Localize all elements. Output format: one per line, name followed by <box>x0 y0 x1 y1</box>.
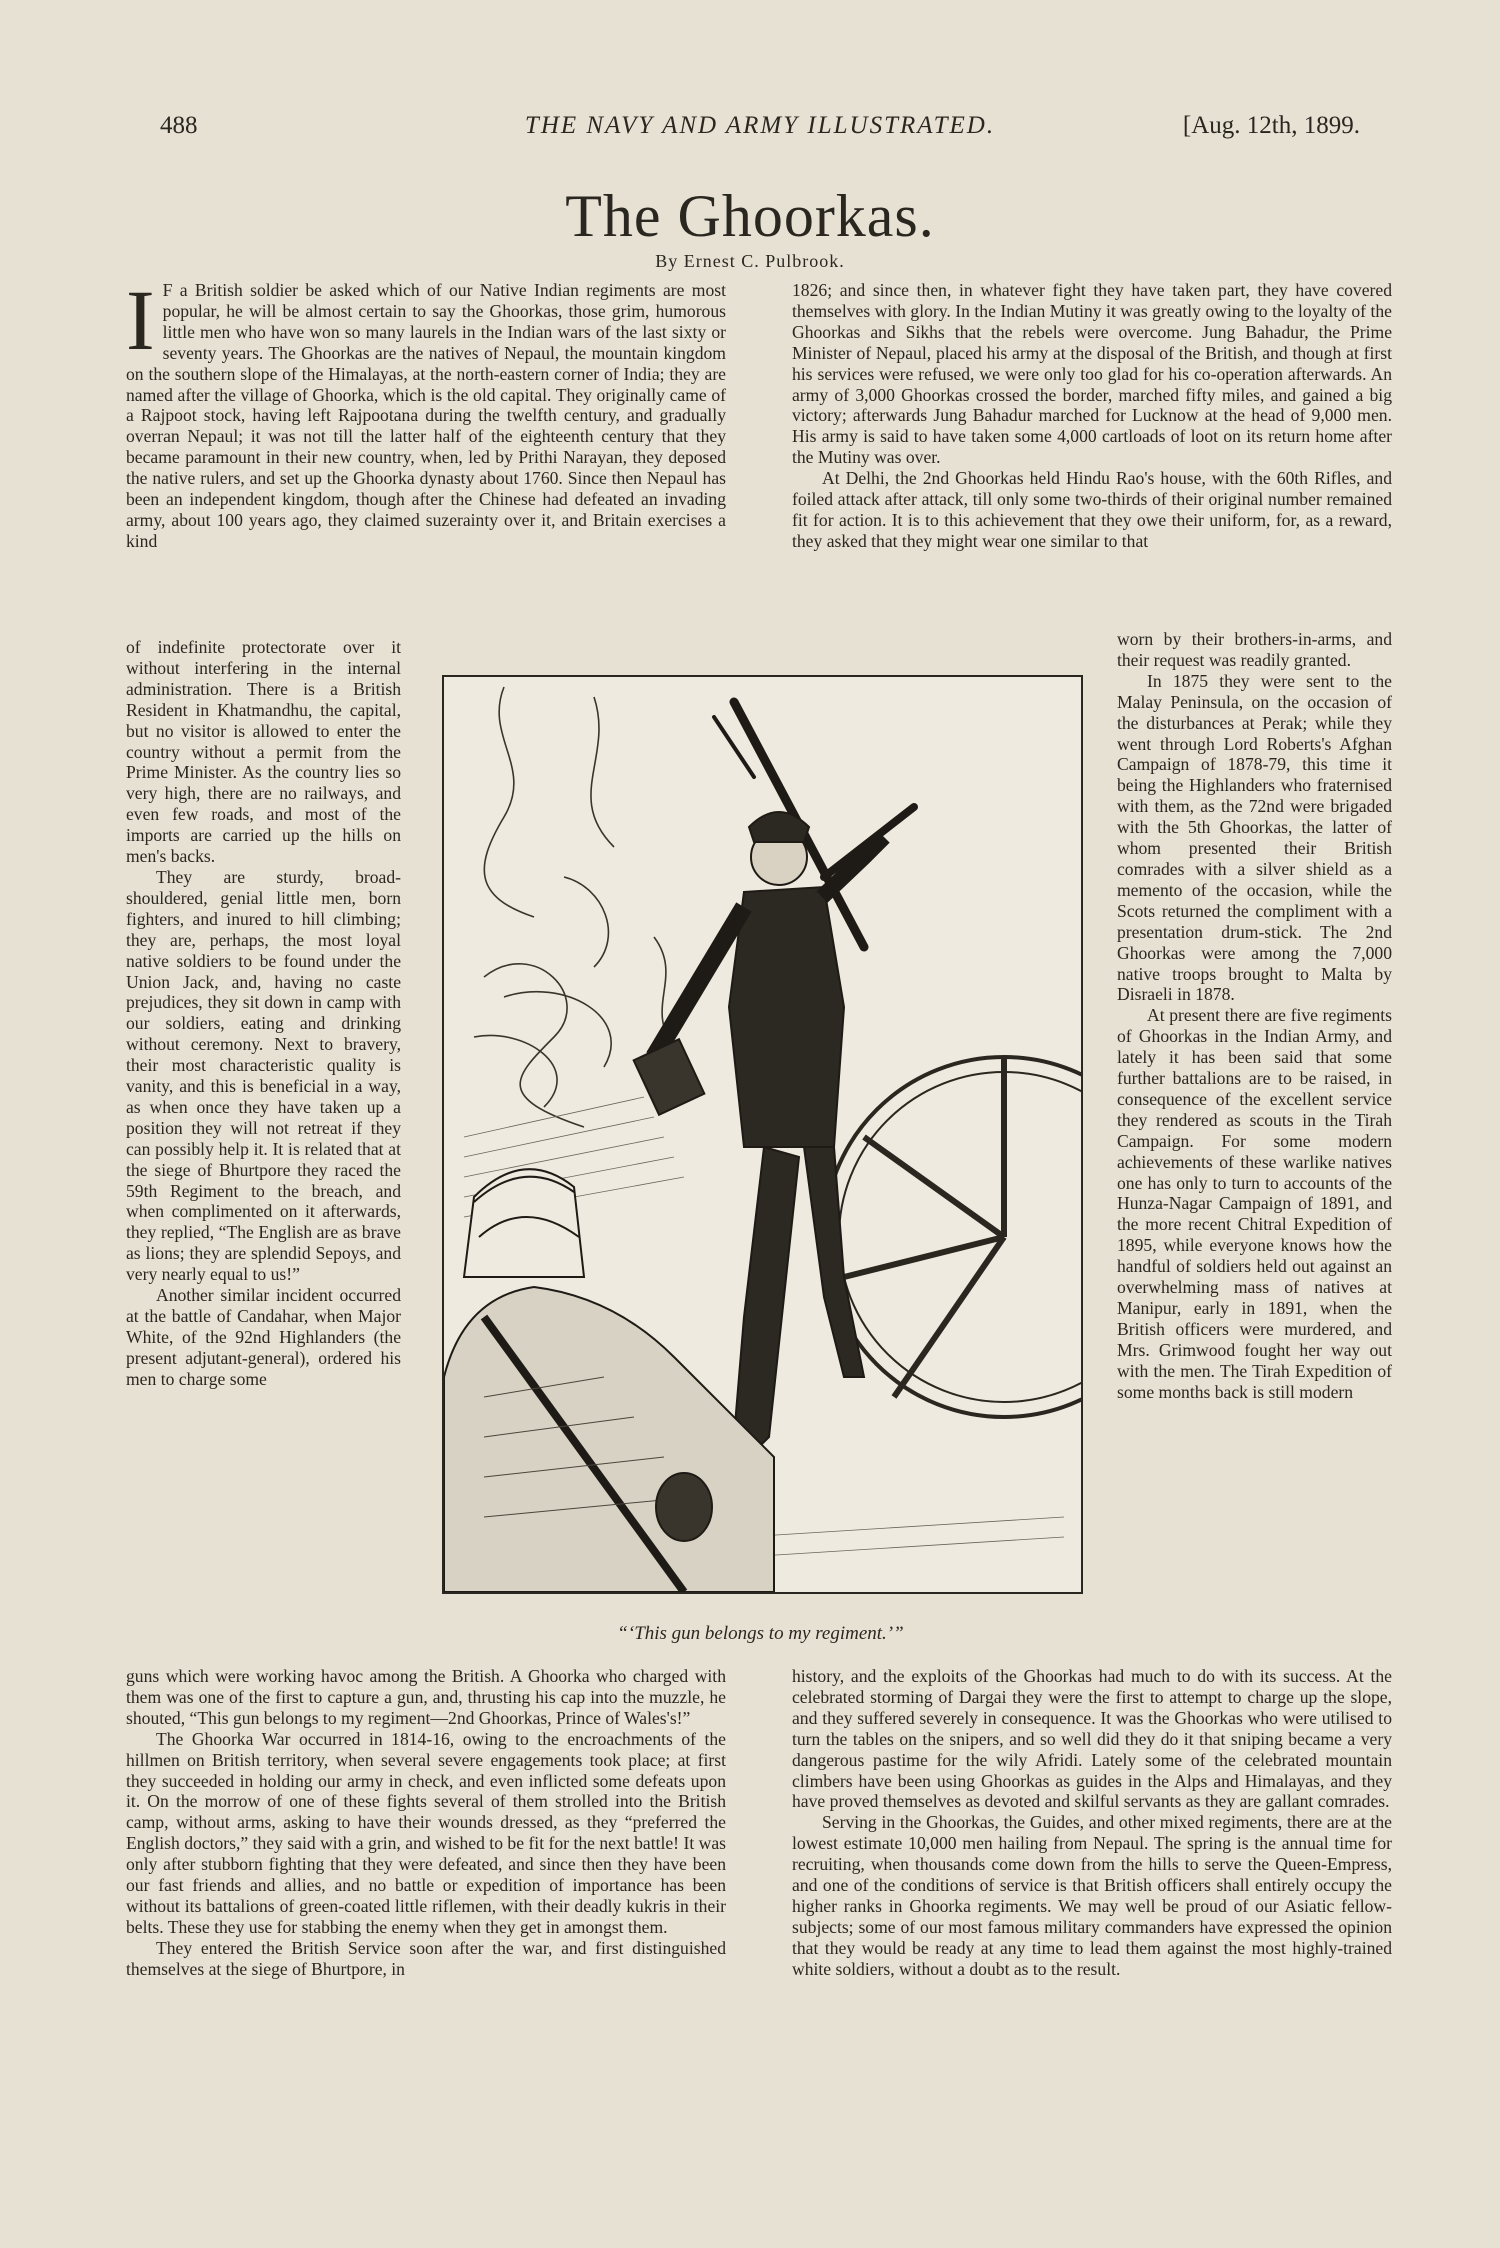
paragraph-3-continued: guns which were working havoc among the British. A Ghoorka who charged with them was one of the first to capture a gun, and, thrusting his cap into the muzzle, he shouted, “This gun belongs to my regiment—2nd Ghoorkas, Prince of Wales's!” <box>126 1666 726 1728</box>
paragraph-7-continued: worn by their brothers-in-arms, and their request was readily granted. <box>1117 629 1392 670</box>
soldier-illustration <box>444 677 1081 1592</box>
paragraph-1-continued: of indefinite protectorate over it without interfering in the internal administration. There is a British Resident in Khatmandhu, the capital, but no visitor is allowed to enter the country without a permit from the Prime Minister. As the country lies so very high, there are no railways, and even few roads, and most of the imports are carried up the hills on men's backs. <box>126 637 401 867</box>
article-title: The Ghoorkas. <box>565 183 935 249</box>
illustration-caption: “‘This gun belongs to my regiment.’” <box>617 1623 904 1644</box>
paragraph-1: I F a British soldier be asked which of our Native Indian regiments are most popular, he will be almost certain to say the Ghoorkas, those grim, humorous little men who have won so many laurels in the Indian wars of the last sixty or seventy years. The Ghoorkas are the natives of Nepaul, the mountain kingdom on the southern slope of the Himalayas, at the north-eastern corner of India; they are named after the village of Ghoorka, which is the old capital. They originally came of a Rajpoot stock, having left Rajpootana during the twelfth century, and gradually overran Nepaul; it was not till the latter half of the eighteenth century that they became paramount in their new country, when, led by Prithi Narayan, they deposed the native rulers, and set up the Ghoorka dynasty about 1760. Since then Nepaul has been an independent kingdom, though after the Chinese had defeated an invading army, about 100 years ago, they claimed suzerainty over it, and Britain exercises a kind <box>126 272 726 551</box>
right-column-bottom <box>792 1666 1392 1980</box>
running-header <box>160 112 1360 152</box>
left-column-wrap <box>126 637 401 1390</box>
issue-date: [Aug. 12th, 1899. <box>1182 112 1360 139</box>
paragraph-5: They entered the British Service soon after the war, and first distinguished themselves at the siege of Bhurtpore, in <box>126 1937 726 1979</box>
magazine-title: THE NAVY AND ARMY ILLUSTRATED. <box>524 112 996 139</box>
paragraph-9-continued: history, and the exploits of the Ghoorkas had much to do with its success. At the celebrated storming of Dargai they were the first to attempt to charge up the slope, and they suffered severely in consequence. It was the Ghoorkas who were utilised to turn the tables on the snipers, and so well did they do it that sniping became a very dangerous pastime for the wily Afridi. Lately some of the celebrated mountain climbers have been using Ghoorkas as guides in the Alps and Himalayas, and they have proved themselves as devoted and skilful servants as they are gallant comrades. <box>792 1666 1392 1812</box>
illustration-gurkha-soldier <box>442 675 1083 1594</box>
foreground-soldier <box>444 1169 774 1592</box>
left-column-bottom <box>126 1666 726 1980</box>
gun-wheel <box>824 1057 1081 1417</box>
paragraph-2: They are sturdy, broad-shouldered, genial little men, born fighters, and inured to hill climbing; they are, perhaps, the most loyal native soldiers to be found under the Union Jack, and, having no caste prejudices, they sit down in camp with our soldiers, eating and drinking without ceremony. Next to bravery, their most characteristic quality is vanity, and this is beneficial in a way, as when once they have taken up a position they will not retreat if they can possibly help it. It is related that at the siege of Bhurtpore they raced the 59th Regiment to the breach, and when complimented on it afterwards, they replied, “The English are as brave as lions; they are splendid Sepoys, and very nearly equal to us!” <box>126 866 401 1285</box>
canteen <box>656 1473 712 1541</box>
paragraph-7: At Delhi, the 2nd Ghoorkas held Hindu Rao's house, with the 60th Rifles, and foiled attack after attack, till only some two-thirds of their original number remained fit for action. It is to this achievement that they owe their uniform, for, as a reward, they asked that they might wear one similar to that <box>792 468 1392 551</box>
paragraph-6: 1826; and since then, in whatever fight they have taken part, they have covered themselves with glory. In the Indian Mutiny it was greatly owing to the loyalty of the Ghoorkas and Sikhs that the rebels were overcome. Jung Bahadur, the Prime Minister of Nepaul, placed his army at the disposal of the British, and though at first his services were refused, we were only too glad for his co-operation afterwards. An army of 3,000 Ghoorkas crossed the border, marched fifty miles, and gained a big victory; afterwards Jung Bahadur marched for Lucknow at the head of 9,000 men. His army is said to have taken some 4,000 cartloads of loot on its return home after the Mutiny was over. <box>792 280 1392 468</box>
paragraph-4: The Ghoorka War occurred in 1814-16, owing to the encroachments of the hillmen on British territory, when several severe engagements took place; at first they succeeded in holding our army in check, and even inflicted some defeats upon it. On the morrow of one of these fights several of them strolled into the British camp, without arms, asking to have their wounds dressed, as they “preferred the English doctors,” they said with a grin, and wished to be fit for the next battle! It was only after stubborn fighting that they were defeated, and since then they have been our fast friends and allies, and no battle or expedition of importance has been without its battalions of green-coated little riflemen, with their deadly kukris in their belts. These they use for stabbing the enemy when they get in amongst them. <box>126 1728 726 1937</box>
drop-cap: I <box>126 272 155 368</box>
article-byline: By Ernest C. Pulbrook. <box>655 251 845 271</box>
paragraph-9: At present there are five regiments of Ghoorkas in the Indian Army, and lately it has been said that some further battalions are to be raised, in consequence of the excellent service they rendered as scouts in the Tirah Campaign. For some modern achievements of these warlike natives one has only to turn to accounts of the Hunza-Nagar Campaign of 1891, and the more recent Chitral Expedition of 1895, while everyone knows how the handful of soldiers held out against an overwhelming mass of natives at Manipur, early in 1891, when the British officers were murdered, and Mrs. Grimwood fought her way out with the men. The Tirah Expedition of some months back is still modern <box>1117 1005 1392 1402</box>
paragraph-3: Another similar incident occurred at the battle of Candahar, when Major White, of the 92nd Highlanders (the present adjutant-general), ordered his men to charge some <box>126 1285 401 1389</box>
paragraph-8: In 1875 they were sent to the Malay Peninsula, on the occasion of the disturbances at Perak; while they went through Lord Roberts's Afghan Campaign of 1878-79, this time it being the Highlanders who fraternised with them, as the 72nd were brigaded with the 5th Ghoorkas, the latter of whom presented their British comrades with a silver shield as a memento of the occasion, while the Scots returned the compliment with a presentation drum-stick. The 2nd Ghoorkas were among the 7,000 native troops brought to Malta by Disraeli in 1878. <box>1117 670 1392 1005</box>
paragraph-10: Serving in the Ghoorkas, the Guides, and other mixed regiments, there are at the lowest estimate 10,000 men hailing from Nepaul. The spring is the annual time for recruiting, when thousands come down from the hills to serve the Queen-Empress, and one of the conditions of service is that British officers shall entirely occupy the higher ranks in Ghoorka regiments. We may well be proud of our Asiatic fellow-subjects; some of our most famous military commanders have expressed the opinion that they would be ready at any time to lead them against the most highly-trained white soldiers, without a doubt as to the result. <box>792 1812 1392 1979</box>
right-column-top <box>792 280 1392 552</box>
right-column-wrap <box>1117 629 1392 1403</box>
left-column-top <box>126 272 726 552</box>
page-number: 488 <box>160 112 198 139</box>
